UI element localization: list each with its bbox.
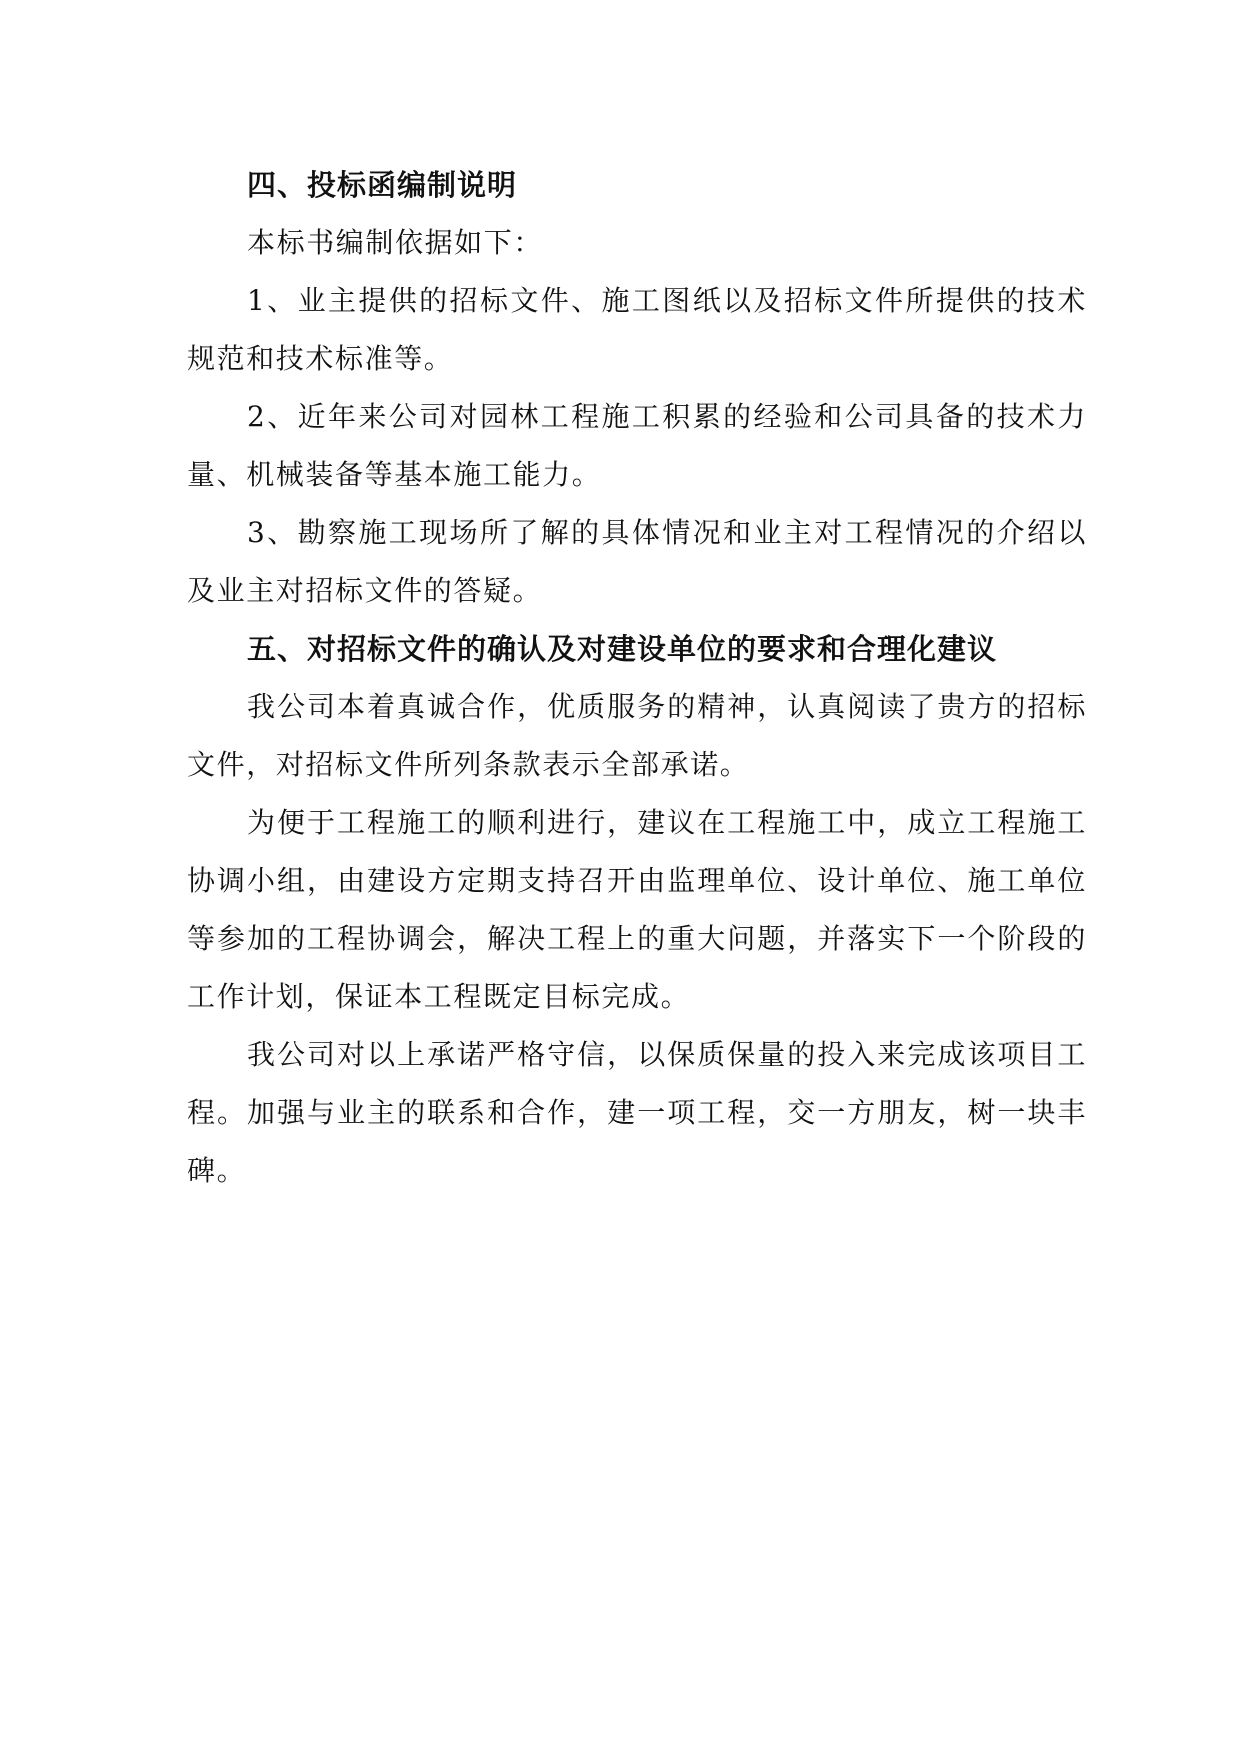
section-5-paragraph-1: 我公司本着真诚合作，优质服务的精神，认真阅读了贵方的招标文件，对招标文件所列条款表示全部承诺。 — [187, 690, 1087, 781]
section-5-paragraph-3: 我公司对以上承诺严格守信，以保质保量的投入来完成该项目工程。加强与业主的联系和合作，建一项工程，交一方朋友，树一块丰碑。 — [187, 1038, 1087, 1187]
document-body — [187, 156, 1087, 1200]
section-5-heading: 五、对招标文件的确认及对建设单位的要求和合理化建议 — [247, 632, 998, 666]
section-4-item-3: 3、勘察施工现场所了解的具体情况和业主对工程情况的介绍以及业主对招标文件的答疑。 — [187, 516, 1087, 607]
section-5-paragraph-2: 为便于工程施工的顺利进行，建议在工程施工中，成立工程施工协调小组，由建设方定期支持召开由监理单位、设计单位、施工单位等参加的工程协调会，解决工程上的重大问题，并落实下一个阶段的工作计划，保证本工程既定目标完成。 — [187, 806, 1087, 1013]
section-4-item-1: 1、业主提供的招标文件、施工图纸以及招标文件所提供的技术规范和技术标准等。 — [187, 284, 1087, 375]
section-4-item-2: 2、近年来公司对园林工程施工积累的经验和公司具备的技术力量、机械装备等基本施工能力。 — [187, 400, 1087, 491]
section-4-intro: 本标书编制依据如下： — [247, 226, 544, 259]
section-4-heading: 四、投标函编制说明 — [247, 168, 518, 202]
